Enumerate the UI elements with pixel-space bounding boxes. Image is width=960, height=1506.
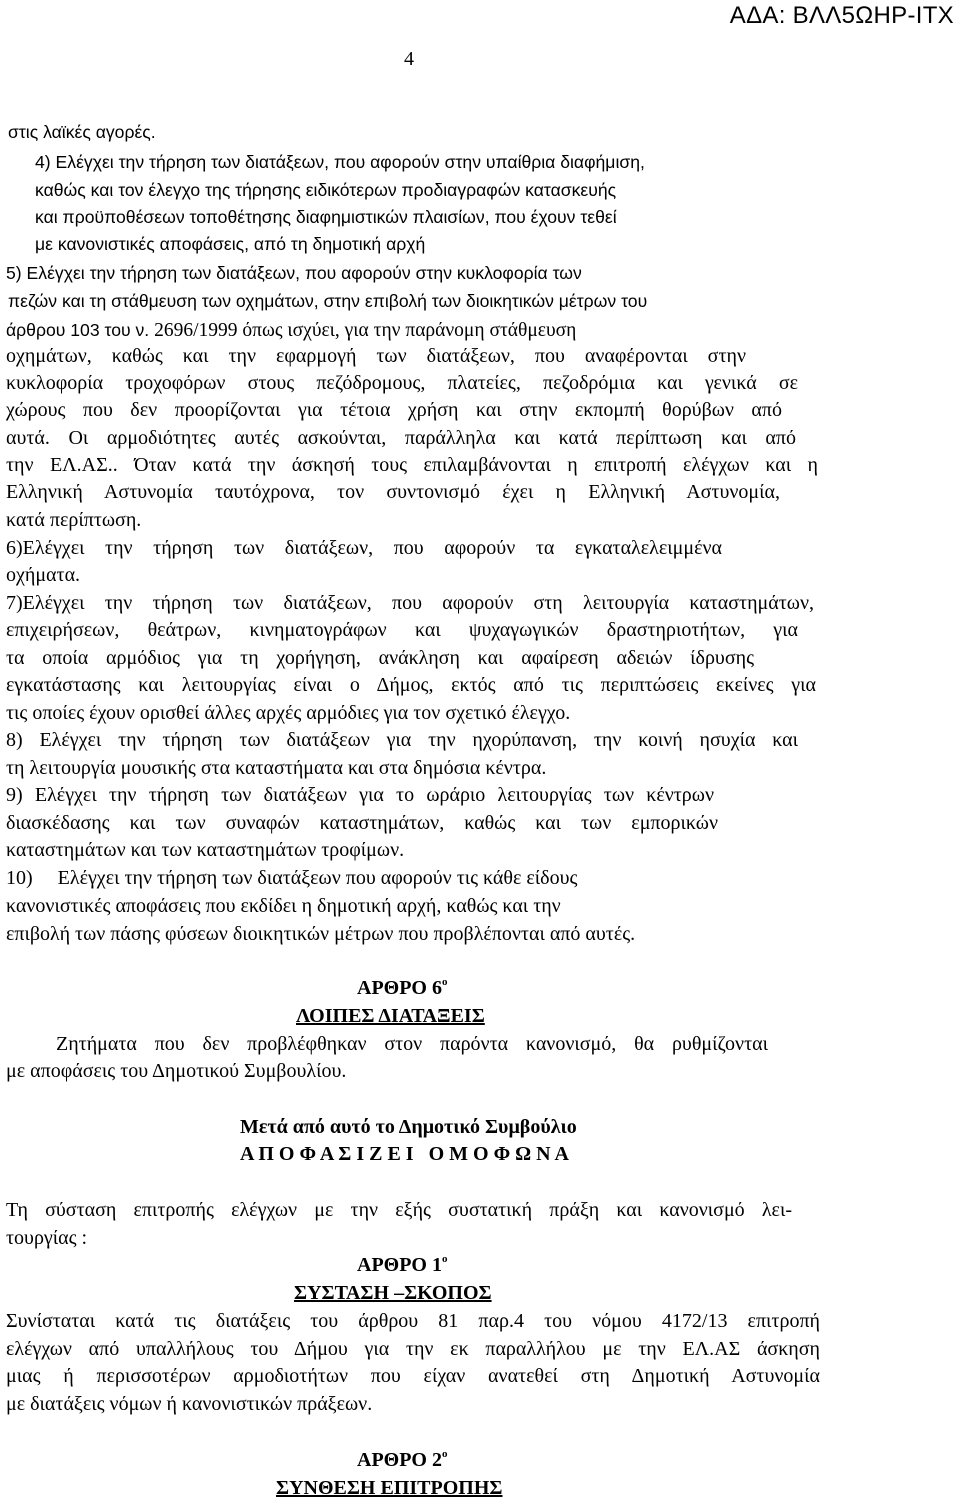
ordinal-suffix: ο [442,976,448,988]
text-line: τουργίας : [6,1227,88,1249]
text-line: μιας ή περισσοτέρων αρμοδιοτήτων που είχαν ανατεθεί στη Δημοτική Αστυνομία [6,1365,820,1387]
text-line: 6)Ελέγχει την τήρηση των διατάξεων, που αφορούν τα εγκαταλελειμμένα [6,537,722,559]
text-line: 5) Ελέγχει την τήρηση των διατάξεων, που αφορούν στην κυκλοφορία των [6,263,582,283]
article-heading [357,978,448,998]
ordinal-suffix: ο [442,1253,448,1265]
text-line: 8) Ελέγχει την τήρηση των διατάξεων για την ηχορύπανση, την κοινή ησυχία και [6,729,798,751]
text-line: 10) Ελέγχει την τήρηση των διατάξεων που αφορούν τις κάθε είδους [6,867,578,889]
article-heading-text: ΑΡΘΡΟ 6 [357,977,442,999]
text-line: οχημάτων, καθώς και την εφαρμογή των διατάξεων, που αναφέρονται στην [6,345,746,367]
article-title: ΣΥΣΤΑΣΗ –ΣΚΟΠΟΣ [294,1282,492,1304]
ada-code: ΑΔΑ: ΒΛΛ5ΩΗΡ-ΙΤΧ [729,2,954,29]
text-line [6,321,576,341]
text-line: με διατάξεις νόμων ή κανονιστικών πράξεων. [6,1393,373,1415]
text-line-start: άρθρου 103 του ν. [6,320,150,340]
text-line: καθώς και τον έλεγχο της τήρησης ειδικότερων προδιαγραφών κατασκευής [35,180,617,200]
text-line: κατά περίπτωση. [6,509,142,531]
text-line: χώρους που δεν προορίζονται για τέτοια χρήση και στην εκπομπή θορύβων από [6,399,782,421]
text-line: 4) Ελέγχει την τήρηση των διατάξεων, που αφορούν στην υπαίθρια διαφήμιση, [35,152,645,172]
text-line: 9) Ελέγχει την τήρηση των διατάξεων για το ωράριο λειτουργίας των κέντρων [6,784,714,806]
ordinal-suffix: ο [442,1448,448,1460]
text-line: με κανονιστικές αποφάσεις, από τη δημοτική αρχή [35,234,426,254]
text-line: στις λαϊκές αγορές. [8,122,156,142]
decision-line: Α Π Ο Φ Α Σ Ι Ζ Ε Ι Ο Μ Ο Φ Ω Ν Α [240,1143,569,1165]
text-line: με αποφάσεις του Δημοτικού Συμβουλίου. [6,1060,347,1082]
text-line: εγκατάστασης και λειτουργίας είναι ο Δήμος, εκτός από τις περιπτώσεις εκείνες για [6,674,816,696]
text-line: Ζητήματα που δεν προβλέφθηκαν στον παρόντα κανονισμό, θα ρυθμίζονται [56,1033,768,1055]
text-line: διασκέδασης και των συναφών καταστημάτων, καθώς και των εμπορικών [6,812,718,834]
text-line: τις οποίες έχουν ορισθεί άλλες αρχές αρμόδιες για τον σχετικό έλεγχο. [6,702,571,724]
decision-line: Μετά από αυτό το Δημοτικό Συμβούλιο [240,1116,577,1138]
text-line: Τη σύσταση επιτροπής ελέγχων με την εξής συστατική πράξη και κανονισμό λει- [6,1199,792,1221]
text-line: πεζών και τη στάθμευση των οχημάτων, στην επιβολή των διοικητικών μέτρων του [8,291,648,311]
text-line-end: 2696/1999 όπως ισχύει, για την παράνομη στάθμευση [154,320,577,341]
text-line: ελέγχων από υπαλλήλους του Δήμου για την εκ παραλλήλου με την ΕΛ.ΑΣ άσκηση [6,1338,820,1360]
text-line: και προϋποθέσεων τοποθέτησης διαφημιστικών πλαισίων, που έχουν τεθεί [35,207,617,227]
text-line: καταστημάτων και των καταστημάτων τροφίμων. [6,839,405,861]
article-heading-text: ΑΡΘΡΟ 1 [357,1254,442,1276]
text-line: αυτά. Οι αρμοδιότητες αυτές ασκούνται, παράλληλα και κατά περίπτωση και από [6,427,796,449]
text-line: τα οποία αρμόδιος για τη χορήγηση, ανάκληση και αφαίρεση αδειών ίδρυσης [6,647,754,669]
text-line: επιβολή των πάσης φύσεων διοικητικών μέτρων που προβλέπονται από αυτές. [6,923,636,945]
text-line: 7)Ελέγχει την τήρηση των διατάξεων, που αφορούν στη λειτουργία καταστημάτων, [6,592,814,614]
text-line: οχήματα. [6,564,81,586]
text-line: τη λειτουργία μουσικής στα καταστήματα και στα δημόσια κέντρα. [6,757,547,779]
article-heading [357,1255,448,1275]
text-line: επιχειρήσεων, θεάτρων, κινηματογράφων και ψυχαγωγικών δραστηριοτήτων, για [6,619,798,641]
text-line: την ΕΛ.ΑΣ.. Όταν κατά την άσκησή τους επιλαμβάνονται η επιτροπή ελέγχων και η [6,454,818,476]
article-title: ΛΟΙΠΕΣ ΔΙΑΤΑΞΕΙΣ [296,1005,485,1027]
article-heading [357,1450,448,1470]
article-heading-text: ΑΡΘΡΟ 2 [357,1449,442,1471]
text-line: κυκλοφορία τροχοφόρων στους πεζόδρομους, πλατείες, πεζοδρόμια και γενικά σε [6,372,798,394]
article-title: ΣΥΝΘΕΣΗ ΕΠΙΤΡΟΠΗΣ [276,1477,503,1499]
page-number: 4 [404,48,414,70]
text-line: Συνίσταται κατά τις διατάξεις του άρθρου 81 παρ.4 του νόμου 4172/13 επιτροπή [6,1310,820,1332]
text-line: κανονιστικές αποφάσεις που εκδίδει η δημοτική αρχή, καθώς και την [6,895,561,917]
text-line: Ελληνική Αστυνομία ταυτόχρονα, τον συντονισμό έχει η Ελληνική Αστυνομία, [6,481,780,503]
